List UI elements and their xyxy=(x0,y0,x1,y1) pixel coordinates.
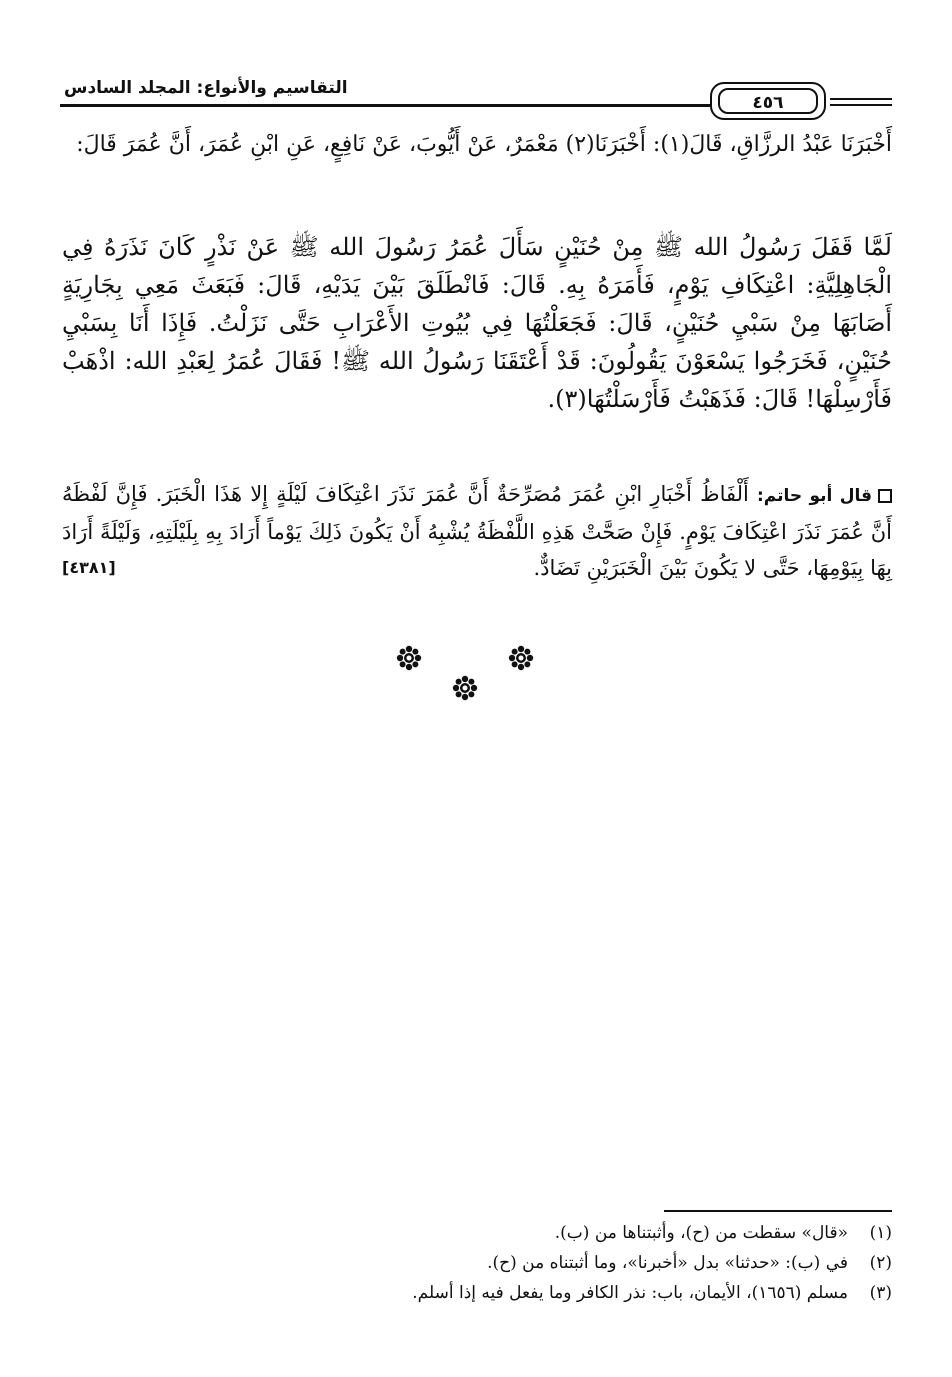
footnote-number: (٢) xyxy=(869,1253,892,1273)
footnote-separator xyxy=(664,1210,892,1212)
hadith-matn: لَمَّا قَفَلَ رَسُولُ الله ﷺ مِنْ حُنَيْنٍ سَأَلَ عُمَرُ رَسُولَ الله ﷺ عَنْ نَذْرٍ كَانَ نَذَرَهُ فِي الْجَاهِلِيَّةِ: اعْتِكَافِ يَوْمٍ، فَأَمَرَهُ بِهِ. قَالَ: فَانْطَلَقَ بَيْنَ يَدَيْهِ، قَالَ: فَبَعَثَ مَعِي بِجَارِيَةٍ أَصَابَهَا مِنْ سَبْيِ حُنَيْنٍ، قَالَ: فَجَعَلْتُهَا فِي بُيُوتِ الأَعْرَابِ حَتَّى نَزَلْتُ. فَإِذَا أَنَا بِسَبْيِ حُنَيْنٍ، فَخَرَجُوا يَسْعَوْنَ يَقُولُونَ: قَدْ أَعْتَقَنَا رَسُولُ الله ﷺ! فَقَالَ عُمَرُ لِعَبْدِ الله: اذْهَبْ فَأَرْسِلْهَا! قَالَ: فَذَهَبْتُ فَأَرْسَلْتُهَا(٣). xyxy=(62,233,892,413)
page-number-frame xyxy=(710,82,826,120)
footnote xyxy=(62,1248,892,1278)
hadith-reference-number: [٤٣٨١] xyxy=(62,558,116,577)
flower-ornament-icon xyxy=(452,675,478,701)
flower-ornament-icon xyxy=(508,645,534,671)
header-rule-right-top xyxy=(830,98,892,100)
hadith-isnad: أَخْبَرَنَا عَبْدُ الرزَّاقِ، قَالَ(١): أَخْبَرَنَا(٢) مَعْمَرٌ، عَنْ أَيُّوبَ، عَنْ نَافِعٍ، عَنِ ابْنِ عُمَرَ، أَنَّ عُمَرَ قَالَ: xyxy=(76,132,892,157)
footnote xyxy=(62,1278,892,1308)
footnote-text: في (ب): «حدثنا» بدل «أخبرنا»، وما أثبتناه من (ح). xyxy=(487,1253,848,1273)
footnote-number: (١) xyxy=(869,1223,892,1243)
commentary-lead: قال أبو حاتم: xyxy=(756,486,872,506)
footnote-text: «قال» سقطت من (ح)، وأثبتناها من (ب). xyxy=(554,1223,848,1243)
footnote-text: مسلم (١٦٥٦)، الأيمان، باب: نذر الكافر وما يفعل فيه إذا أسلم. xyxy=(412,1283,848,1303)
footnote-number: (٣) xyxy=(869,1283,892,1303)
page-number: ٤٥٦ xyxy=(718,88,818,114)
running-title: التقاسيم والأنواع: المجلد السادس xyxy=(64,78,348,98)
header-rule-right-bottom xyxy=(830,104,892,106)
square-marker-icon xyxy=(878,489,892,503)
page-header xyxy=(60,68,892,120)
header-rule xyxy=(60,104,710,107)
flower-ornament-icon xyxy=(396,645,422,671)
commentary-text: أَلْفَاظُ أَخْبَارِ ابْنِ عُمَرَ مُصَرِّحَةٌ أَنَّ عُمَرَ نَذَرَ اعْتِكَافَ لَيْلَةٍ إِلا هَذَا الْخَبَرَ. فَإِنَّ لَفْظَهُ أَنَّ عُمَرَ نَذَرَ اعْتِكَافَ يَوْمٍ. فَإِنْ صَحَّتْ هَذِهِ اللَّفْظَةُ يُشْبِهُ أَنْ يَكُونَ ذَلِكَ يَوْماً أَرَادَ بِهِ بِلَيْلَتِهِ، وَلَيْلَةً أَرَادَ بِهَا بِيَوْمِهَا، حَتَّى لا يَكُونَ بَيْنَ الْخَبَرَيْنِ تَضَادٌّ. xyxy=(62,482,892,580)
footnote xyxy=(62,1218,892,1248)
commentary xyxy=(62,476,892,586)
footnotes xyxy=(62,1218,892,1308)
